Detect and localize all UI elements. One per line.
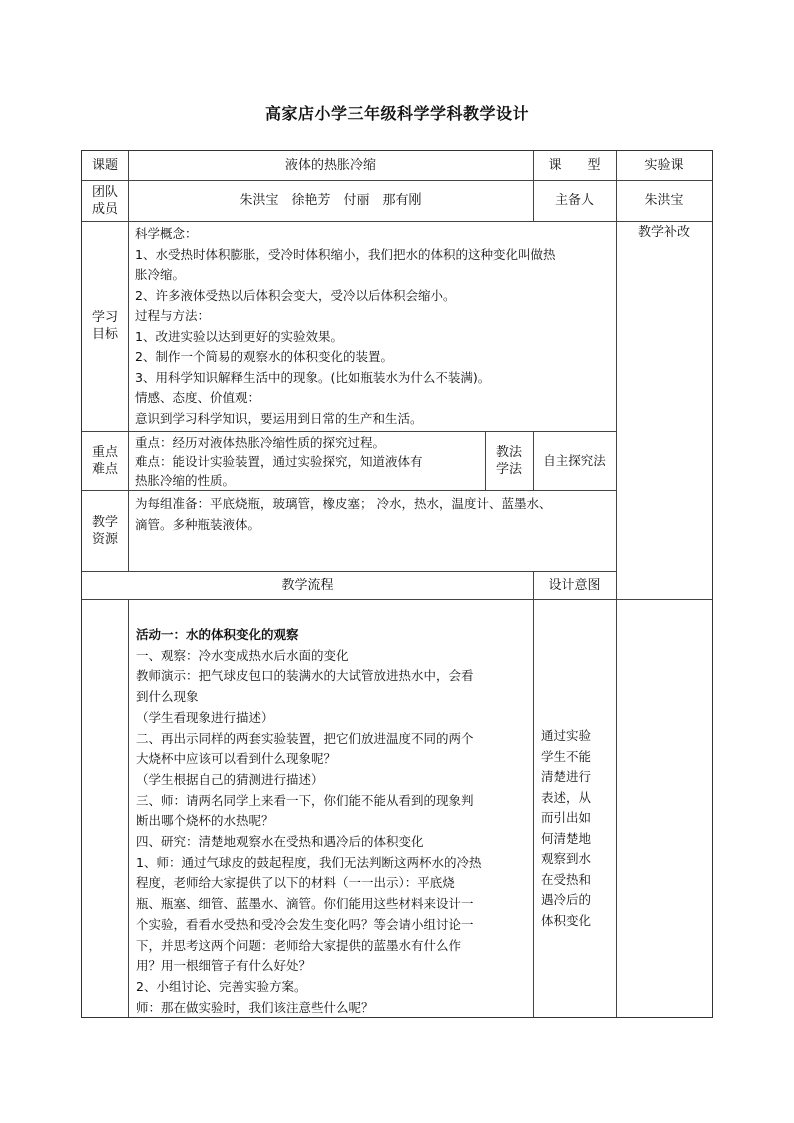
method-value: 自主探究法 [543,453,606,468]
lead-label: 主备人 [554,193,594,208]
intent-line: 通过实验 [541,728,592,743]
resources-content [128,494,616,571]
key-line: 难点：能设计实验装置，通过实验探究，知道液体有 [135,454,423,469]
intent-line: 遇冷后的 [541,892,592,907]
vrule-side [616,151,617,1017]
flow-line: 个实验，看看水受热和受冷会发生变化吗？等会请小组讨论一 [136,916,474,932]
flow-line: 1、师：通过气球皮的鼓起程度，我们无法判断这两杯水的冷热 [136,854,482,870]
flow-line: 大烧杯中应该可以看到什么现象呢？ [136,751,337,767]
intent-line: 清楚进行 [541,769,592,784]
flow-line: 到什么现象 [136,689,199,705]
intent-content [533,726,616,931]
rule-6 [82,599,712,600]
intent-line: 表述，从 [541,789,592,805]
key-label: 重点难点 [91,444,118,477]
topic-label: 课题 [91,158,118,173]
goal-line: 意识到学习科学知识，要运用到日常的生产和生活。 [135,410,423,426]
flow-header: 教学流程 [281,577,334,593]
flow-line: 下，并思考这两个问题：老师给大家提供的蓝墨水有什么作 [136,937,462,953]
intent-line: 体积变化 [541,912,592,928]
intent-line: 学生不能 [541,748,592,764]
flow-line: 2、小组讨论、完善实验方案。 [136,978,307,994]
flow-content [128,625,533,1018]
team-members: 朱洪宝 徐艳芳 付丽 那有刚 [239,193,422,208]
resource-line: 滴管。多种瓶装液体。 [135,516,261,532]
intent-line: 而引出如 [541,810,592,825]
goal-line: 2、许多液体受热以后体积会变大，受冷以后体积会缩小。 [135,287,456,303]
goal-line: 1、水受热时体积膨胀，受冷时体积缩小，我们把水的体积的这种变化叫做热 [135,246,556,262]
team-label: 团队成员 [91,184,118,217]
lesson-plan-table [81,150,713,1018]
flow-line: （学生根据自己的猜测进行描述） [136,771,324,787]
goals-label: 学习目标 [91,310,118,342]
lead-value: 朱洪宝 [644,193,684,208]
flow-line: 断出哪个烧杯的水热呢？ [136,813,274,829]
key-content [128,433,485,490]
goal-line: 胀冷缩。 [135,267,186,282]
flow-line: 师：那在做实验时，我们该注意些什么呢？ [136,999,374,1015]
goal-line: 2、制作一个简易的观察水的体积变化的装置。 [135,349,393,364]
type-label: 课 型 [548,158,601,173]
goal-line: 过程与方法： [135,308,211,323]
activity-heading: 活动一：水的体积变化的观察 [136,627,299,642]
flow-line: 一、观察：冷水变成热水后水面的变化 [136,647,349,663]
intent-line: 在受热和 [541,871,592,887]
goal-line: 科学概念： [135,226,198,241]
flow-line: 教师演示：把气球皮包口的装满水的大试管放进热水中，会看 [136,668,474,684]
flow-line: 程度，老师给大家提供了以下的材料（一一出示）：平底烧 [136,875,455,891]
topic-value: 液体的热胀冷缩 [284,158,376,173]
key-line: 热胀冷缩的性质。 [135,473,236,488]
key-line: 重点：经历对液体热胀冷缩性质的探究过程。 [135,435,386,450]
flow-line: 四、研究：清楚地观察水在受热和遇冷后的体积变化 [136,834,424,850]
flow-line: 瓶、瓶塞、细管、蓝墨水、滴管。你们能用这些材料来设计一 [136,896,474,912]
intent-line: 观察到水 [541,851,592,866]
revision-note: 教学补改 [637,225,690,240]
intent-header: 设计意图 [548,577,601,593]
resources-label: 教学资源 [91,514,118,547]
goals-content [128,224,616,431]
flow-line: 三、师：请两名同学上来看一下，你们能不能从看到的现象判 [136,792,474,808]
flow-line: 用？用一根细管子有什么好处？ [136,958,312,974]
flow-line: 二、再出示同样的两套实验装置，把它们放进温度不同的两个 [136,730,474,746]
goal-line: 情感、态度、价值观： [135,390,261,405]
goal-line: 1、改进实验以达到更好的实验效果。 [135,328,343,344]
flow-line: （学生看现象进行描述） [136,709,274,725]
rule-4 [82,490,616,491]
page-title: 高家店小学三年级科学学科教学设计 [264,104,529,123]
resource-line: 为每组准备：平底烧瓶，玻璃管，橡皮塞； 冷水，热水，温度计、蓝墨水、 [135,496,552,511]
rule-2 [82,221,712,222]
goal-line: 3、用科学知识解释生活中的现象。(比如瓶装水为什么不装满)。 [135,369,491,385]
method-label: 教法学法 [495,444,522,477]
type-value: 实验课 [644,158,684,173]
intent-line: 何清楚地 [541,830,592,846]
